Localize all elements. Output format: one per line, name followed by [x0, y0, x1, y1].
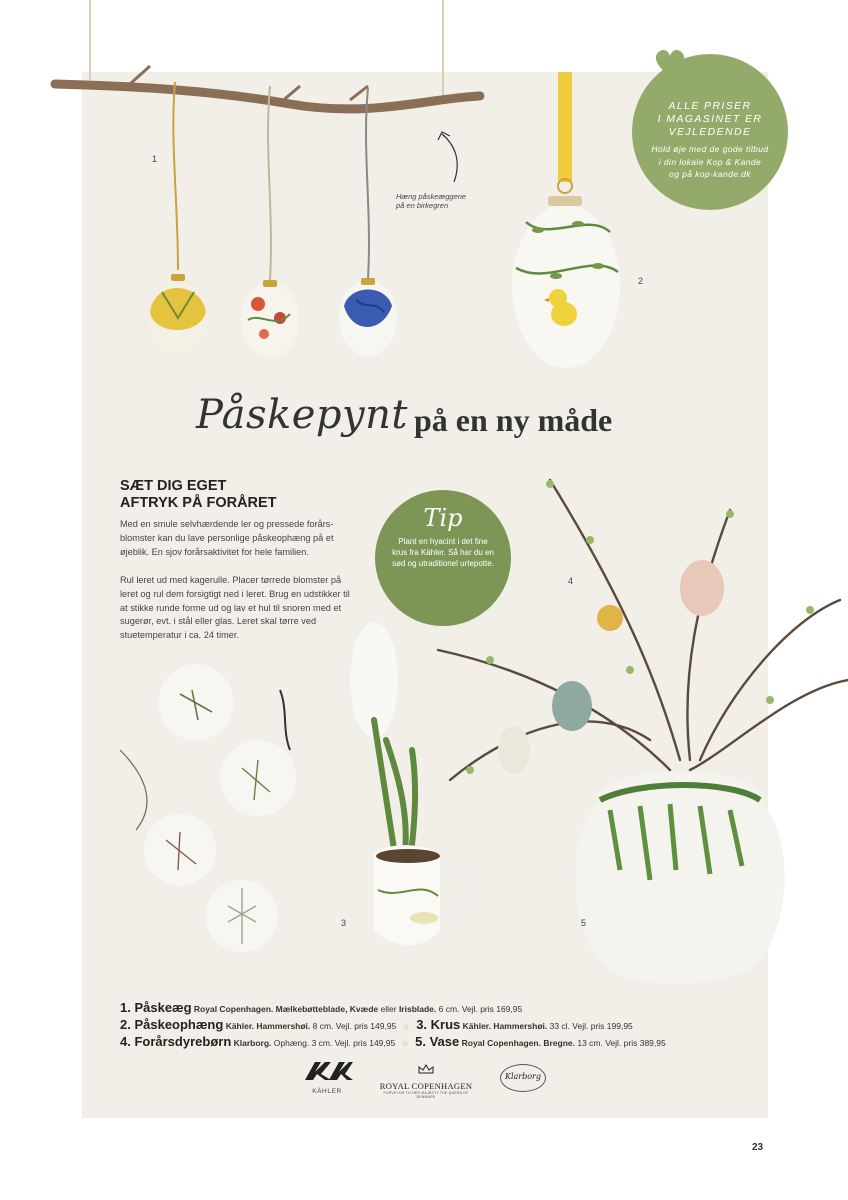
page-number: 23 — [752, 1142, 764, 1153]
article-heading — [120, 478, 360, 512]
star-icon: ☆ — [401, 1039, 409, 1048]
tip-title: Tip — [423, 504, 463, 532]
egg-blue — [339, 278, 397, 356]
kahler-logo-text: KÄHLER — [312, 1088, 342, 1095]
product-3-brand: Kähler. — [462, 1021, 492, 1031]
hang-note-line-1: Hæng påskeæggene — [396, 192, 467, 201]
clay-ornaments-illustration — [110, 660, 310, 960]
product-4-brand: Klarborg. — [233, 1038, 272, 1048]
product-2-brand: Kähler. — [225, 1021, 255, 1031]
hang-note-line-2: på en birkegren — [396, 201, 449, 211]
price-title-line-1: ALLE PRISER — [668, 100, 752, 112]
article-heading-line-2: AFTRYK PÅ FORÅRET — [120, 495, 277, 512]
price-notice-body — [632, 143, 788, 180]
royal-copenhagen-text: ROYAL COPENHAGEN — [379, 1081, 473, 1091]
item-number-2: 2 — [638, 276, 644, 286]
product-1-variant-2: Irisblade. — [398, 1004, 437, 1014]
hang-note — [396, 192, 486, 211]
kahler-mark-icon — [301, 1060, 353, 1082]
product-2-variant: Hammershøi. — [256, 1021, 311, 1031]
price-body-line-2: i din lokale Kop & Kande — [658, 156, 762, 167]
klarborg-logo — [500, 1064, 546, 1092]
royal-copenhagen-logo — [374, 1062, 478, 1098]
royal-copenhagen-tagline: PURVEYOR TO HER MAJESTY THE QUEEN OF DENMARK — [383, 1091, 469, 1099]
article-paragraph-2: Rul leret ud med kagerulle. Placer tørrede blomster på leret og rul dem forsigtigt ned i leret. Brug en udstikker til at stikke runde forme ud og lav et hul til snoren med et sugerør, evt. i stål eller glas. Leret skal tørre ved stuetemperatur i ca. 24 timer. — [120, 575, 350, 641]
price-notice-badge — [632, 54, 788, 210]
title-serif: på en ny måde — [414, 402, 613, 438]
price-notice-title — [632, 100, 788, 139]
article-paragraph-1: Med en smule selvhærdende ler og pressede forårs-blomster kan du lave personlige påskeophæng på et øjeblik. En sjov forårsaktivitet for hele familien. — [120, 519, 334, 557]
egg-yellow — [149, 274, 207, 356]
price-body-line-1: Hold øje med de gode tilbud — [651, 144, 769, 155]
product-2-name: 2. Påskeophæng — [120, 1017, 224, 1032]
product-5-brand: Royal Copenhagen. — [461, 1038, 541, 1048]
item-number-5: 5 — [581, 918, 587, 928]
product-3-details: 33 cl. Vejl. pris 199,95 — [547, 1021, 633, 1031]
product-3-name: 3. Krus — [416, 1017, 461, 1032]
product-5-name: 5. Vase — [415, 1034, 460, 1049]
product-1-details: 6 cm. Vejl. pris 169,95 — [436, 1004, 523, 1014]
product-1-name: 1. Påskeæg — [120, 1000, 192, 1015]
klarborg-logo-text: Klarborg — [504, 1072, 541, 1081]
item-number-3: 3 — [341, 918, 347, 928]
large-chick-egg-illustration — [508, 72, 628, 372]
title-script: Påskepynt — [196, 392, 408, 438]
hanging-eggs-illustration — [50, 0, 490, 380]
product-1-variant: Mælkebøtteblade, Kvæde — [275, 1004, 379, 1014]
brand-logos — [296, 1060, 556, 1100]
fern-vase — [575, 772, 784, 984]
easter-branches-vase-illustration — [430, 470, 848, 990]
product-4-5 — [120, 1034, 666, 1049]
article-heading-line-1: SÆT DIG EGET — [120, 478, 227, 494]
price-title-line-3: VEJLEDENDE — [668, 126, 752, 139]
product-4-details: Ophæng. 3 cm. Vejl. pris 149,95 — [271, 1038, 396, 1048]
tip-body: Plant en hyacint i det fine krus fra Kähler. Så har du en sød og utraditionel urtepotte. — [392, 537, 494, 569]
product-2-3 — [120, 1017, 633, 1032]
page-title — [196, 392, 666, 462]
product-1 — [120, 1000, 522, 1015]
price-body-line-3: og på kop-kande.dk — [669, 169, 751, 179]
product-1-brand: Royal Copenhagen. — [193, 1004, 274, 1014]
product-5-details: 13 cm. Vejl. pris 389,95 — [575, 1038, 666, 1048]
product-5-variant: Bregne. — [543, 1038, 575, 1048]
product-3-variant: Hammershøi. — [493, 1021, 548, 1031]
product-1-conjunction: eller — [378, 1004, 399, 1014]
item-number-4: 4 — [568, 576, 574, 586]
kahler-logo — [296, 1060, 358, 1100]
product-2-details: 8 cm. Vejl. pris 149,95 — [310, 1021, 397, 1031]
crown-icon — [417, 1063, 435, 1075]
product-4-name: 4. Forårsdyrebørn — [120, 1034, 232, 1049]
item-number-1: 1 — [152, 154, 158, 164]
price-title-line-2: I MAGASINET ER — [657, 113, 763, 126]
star-icon: ☆ — [402, 1022, 410, 1031]
egg-red — [241, 280, 299, 358]
